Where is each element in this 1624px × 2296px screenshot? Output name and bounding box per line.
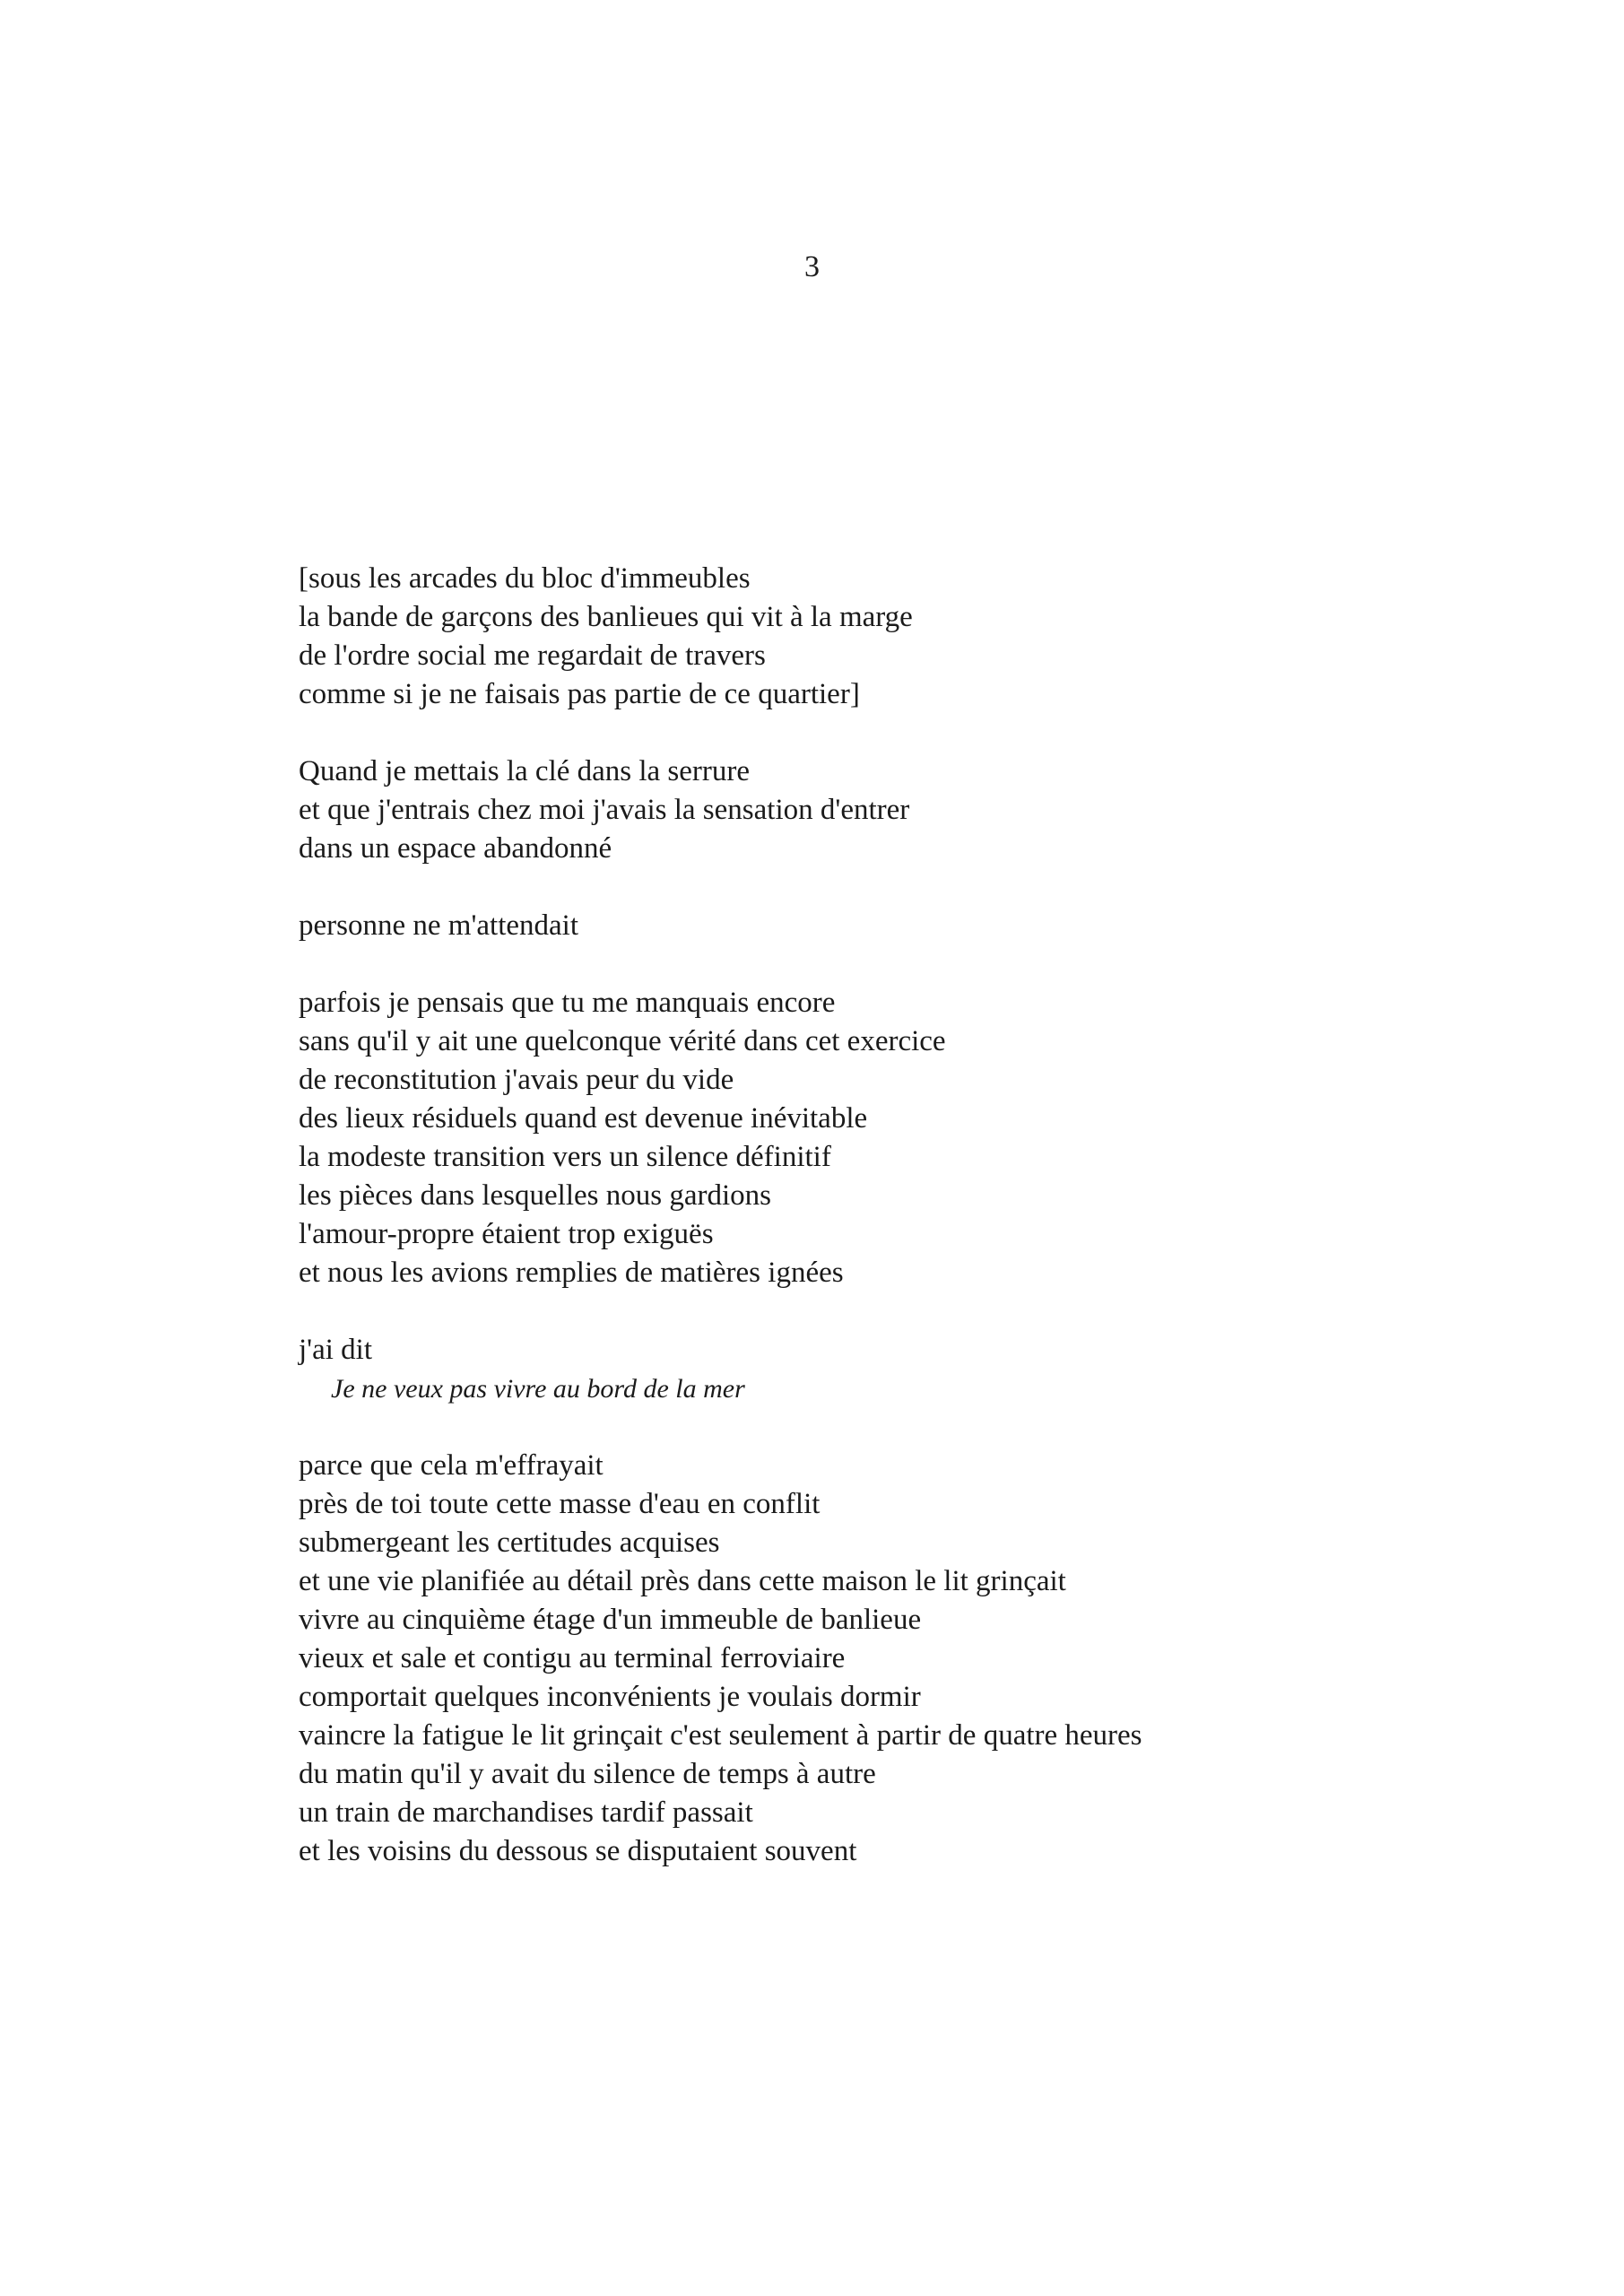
poem-line: de reconstitution j'avais peur du vide xyxy=(299,1064,734,1096)
poem-line: vivre au cinquième étage d'un immeuble de banlieue xyxy=(299,1604,922,1636)
stanza-3 xyxy=(299,907,1572,945)
stanza-4 xyxy=(299,984,1572,1292)
poem-body xyxy=(299,560,1572,1909)
poem-line: la modeste transition vers un silence définitif xyxy=(299,1141,831,1173)
poem-line: de l'ordre social me regardait de travers xyxy=(299,639,766,672)
poem-line: les pièces dans lesquelles nous gardions xyxy=(299,1179,771,1212)
stanza-1 xyxy=(299,560,1572,714)
poem-line: dans un espace abandonné xyxy=(299,832,612,865)
poem-line: j'ai dit xyxy=(299,1334,373,1366)
poem-line: vieux et sale et contigu au terminal ferroviaire xyxy=(299,1642,846,1674)
poem-line: l'amour-propre étaient trop exiguës xyxy=(299,1218,714,1250)
poem-line: et les voisins du dessous se disputaient souvent xyxy=(299,1835,857,1867)
stanza-6 xyxy=(299,1447,1572,1871)
stanza-2 xyxy=(299,752,1572,868)
poem-line: submergeant les certitudes acquises xyxy=(299,1526,720,1559)
poem-line: parce que cela m'effrayait xyxy=(299,1449,604,1482)
poem-line: et que j'entrais chez moi j'avais la sensation d'entrer xyxy=(299,794,910,826)
page-number: 3 xyxy=(804,250,820,283)
stanza-5 xyxy=(299,1331,1572,1408)
poem-line: un train de marchandises tardif passait xyxy=(299,1796,753,1829)
poem-line: parfois je pensais que tu me manquais encore xyxy=(299,987,836,1019)
italic-quote: Je ne veux pas vivre au bord de la mer xyxy=(331,1374,745,1404)
poem-line: près de toi toute cette masse d'eau en conflit xyxy=(299,1488,821,1520)
poem-line: vaincre la fatigue le lit grinçait c'est seulement à partir de quatre heures xyxy=(299,1719,1142,1752)
poem-line: [sous les arcades du bloc d'immeubles xyxy=(299,562,751,595)
poem-line: des lieux résiduels quand est devenue inévitable xyxy=(299,1102,868,1135)
poem-line: la bande de garçons des banlieues qui vit à la marge xyxy=(299,601,913,633)
poem-line: comportait quelques inconvénients je voulais dormir xyxy=(299,1681,921,1713)
poem-line: et nous les avions remplies de matières ignées xyxy=(299,1257,844,1289)
poem-line: personne ne m'attendait xyxy=(299,909,579,942)
poem-line: du matin qu'il y avait du silence de temps à autre xyxy=(299,1758,876,1790)
poem-line: comme si je ne faisais pas partie de ce quartier] xyxy=(299,678,860,710)
poem-line: sans qu'il y ait une quelconque vérité dans cet exercice xyxy=(299,1025,946,1057)
poem-line: et une vie planifiée au détail près dans cette maison le lit grinçait xyxy=(299,1565,1066,1597)
poem-line: Quand je mettais la clé dans la serrure xyxy=(299,755,751,787)
